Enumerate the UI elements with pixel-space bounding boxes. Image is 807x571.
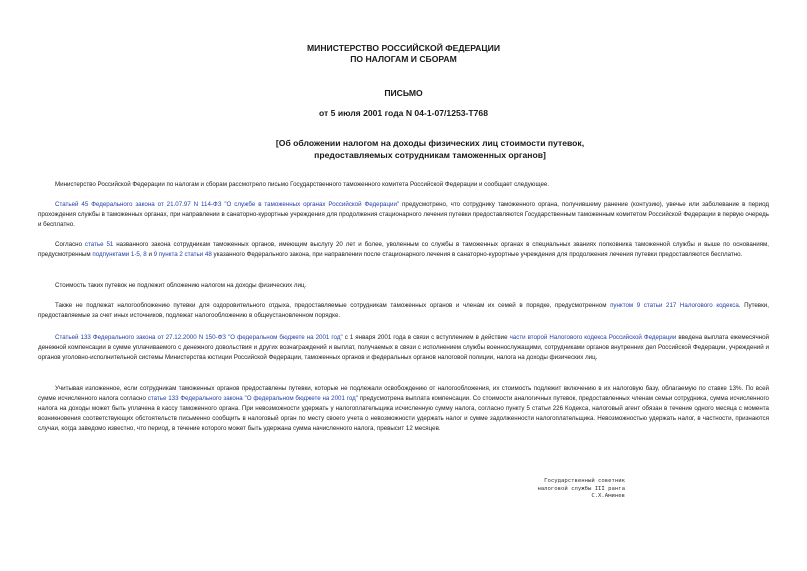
link-tax-code-part-2[interactable]: части второй Налогового кодекса Российской Федерации	[509, 334, 677, 341]
document-date: от 5 июля 2001 года N 04-1-07/1253-Т768	[319, 108, 488, 118]
document-title-line2: предоставляемых сотрудникам таможенных органов]	[314, 150, 546, 160]
paragraph-conclusion	[38, 384, 769, 434]
paragraph-text: Также не подлежат налогообложению путевки для оздоровительного отдыха, предоставляемые сотрудникам таможенных органов и членам их семей в порядке, предусмотренном	[55, 302, 611, 309]
link-subclauses[interactable]: подпунктами 1-5, 8	[92, 250, 147, 258]
paragraph-text: с 1 января 2001 года в связи с вступлением в действие	[342, 334, 510, 341]
paragraph-text: введена выплата ежемесячной денежной компенсации в сумме уплачиваемого с денежного довольствия и других вознаграждений и выплат, получаемых в связи с исполнением службы военнослужащими, сотрудниками органов внутренних дел Российской Федерации, учреждений и органов уголовно-исполнительной системы Министерства юстиции Российской Федерации, таможенных органов и федеральных органов налоговой полиции, налога на доходы физических лиц.	[38, 334, 769, 361]
paragraph-text: Учитывая изложенное, если сотрудникам таможенных органов предоставлены путевки, которые не подлежали освобождению от налогообложения, их стоимость подлежит включению в их налоговую базу, облагаемую по ставке 13%. По всей сумме исчисленного налога согласно	[38, 385, 769, 402]
link-article-51[interactable]: статье 51	[84, 241, 114, 248]
paragraph-article-217	[38, 301, 769, 321]
ministry-name-line1: МИНИСТЕРСТВО РОССИЙСКОЙ ФЕДЕРАЦИИ	[306, 43, 501, 53]
link-tax-code-217[interactable]: пунктом 9 статьи 217 Налогового кодекса	[610, 302, 739, 309]
paragraph-text: предусмотрена выплата компенсации. Со стоимости аналогичных путевок, предоставленных членам семьи сотрудника, сумма исчисленного налога на доходы может быть уплачена в кассу таможенного органа. При невозможности удержать у налогоплательщика исчисленную сумму налога, согласно пункту 5 статьи 226 Кодекса, налоговый агент обязан в течение одного месяца с момента возникновения соответствующих обстоятельств письменно сообщить в налоговый орган по месту своего учета о невозможности удержать налог и сумме задолженности налогоплательщика. Невозможностью удержать налог, в частности, признаются случаи, когда заведомо известно, что период, в течение которого может быть удержана сумма начисленного налога, превысит 12 месяцев.	[38, 394, 770, 432]
link-budget-law-133[interactable]: Статьей 133 Федерального закона от 27.12.2000 N 150-ФЗ "О федеральном бюджете на 2001 год"	[55, 334, 343, 341]
paragraph-text: Согласно	[55, 241, 85, 248]
paragraph-article-133	[38, 333, 769, 363]
paragraph-text: названного закона сотрудникам таможенных органов, имеющим выслугу 20 лет и более, уволенным со службы в таможенных органах в специальных званиях полковника таможенной службы и выше по основаниям, предусмотренным	[38, 241, 769, 258]
signature-position: Государственный советник	[544, 478, 625, 484]
document-type: ПИСЬМО	[384, 88, 423, 98]
paragraph-text: предусмотрено, что сотруднику таможенного органа, получившему ранение (контузию), увечье или заболевание в период прохождения службы в таможенных органах, при направлении в санаторно-курортные учреждения для продолжения стационарного лечения путевки предоставляются Государственным таможенным комитетом Российской Федерации в первую очередь и бесплатно.	[38, 201, 769, 228]
document-title-line1: [Об обложении налогом на доходы физических лиц стоимости путевок,	[275, 138, 585, 148]
paragraph-text: . Путевки, предоставляемые за счет иных источников, подлежат налогообложению в общеустановленном порядке.	[38, 302, 769, 319]
signature-rank: налоговой службы III ранга	[537, 485, 625, 492]
signature-block	[450, 478, 625, 501]
link-article-45[interactable]: Статьей 45 Федерального закона от 21.07.97 N 114-ФЗ "О службе в таможенных органах Российской Федерации"	[55, 201, 400, 208]
paragraph-text: указанного Федерального закона, при направлении после стационарного лечения в санаторно-курортные учреждения для продолжения лечения путевки предоставляются бесплатно.	[211, 250, 743, 258]
paragraph-text: и	[146, 250, 154, 258]
paragraph-intro: Министерство Российской Федерации по налогам и сборам рассмотрело письмо Государственного таможенного комитета Российской Федерации и сообщает следующее.	[55, 181, 550, 188]
signature-name: С.Х.Аминев	[591, 493, 625, 500]
ministry-name-line2: ПО НАЛОГАМ И СБОРАМ	[350, 54, 457, 64]
paragraph-article-51	[38, 240, 769, 260]
link-article-133-budget[interactable]: статье 133 Федерального закона "О федеральном бюджете на 2001 год"	[147, 394, 358, 402]
link-article-48[interactable]: 9 пункта 2 статьи 48	[153, 250, 212, 258]
paragraph-article-45	[38, 200, 769, 230]
paragraph-no-taxation: Стоимость таких путевок не подлежит обложению налогом на доходы физических лиц.	[55, 282, 307, 289]
